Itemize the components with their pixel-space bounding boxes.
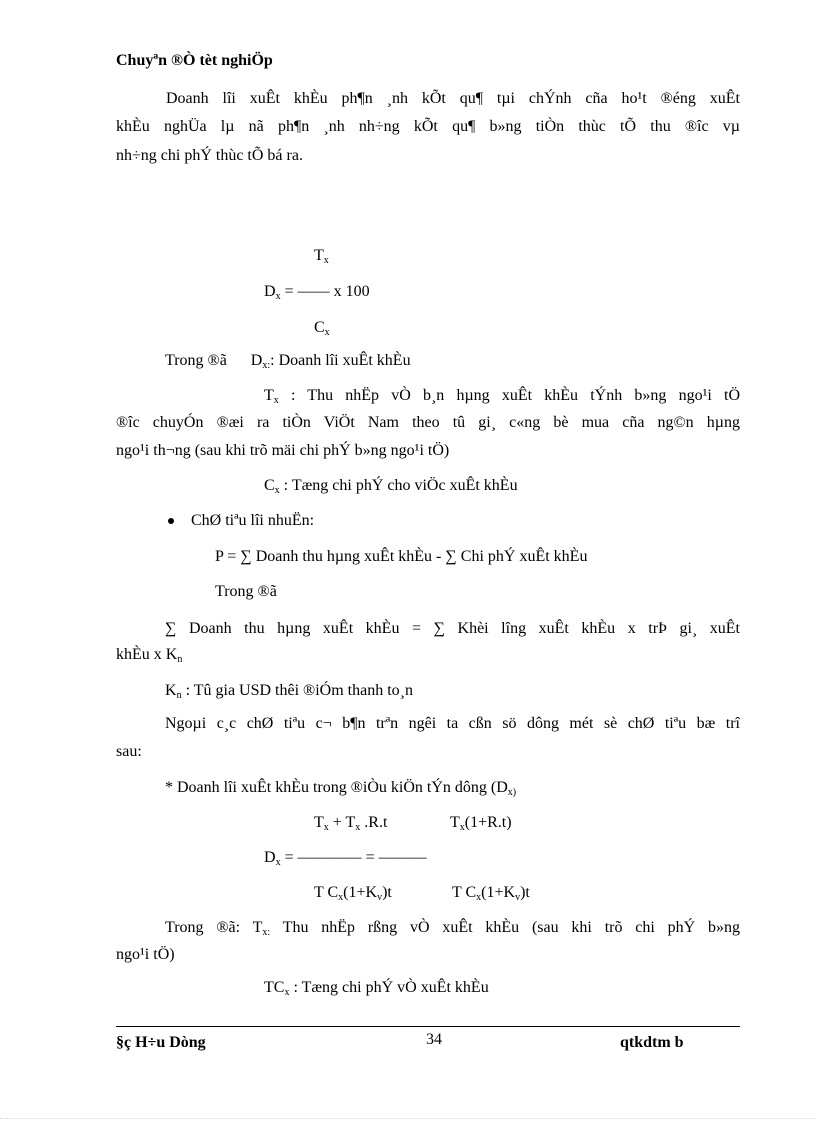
paragraph-line: sau: <box>116 743 142 760</box>
definition-dx: Trong ®ã $D_{x:}$: Doanh lîi xuÊt khÈu <box>165 352 411 371</box>
formula-numerator: $T_x$ <box>314 247 329 266</box>
profit-trong-do: Trong ®ã <box>215 583 277 600</box>
credit-lhs: $D_x$ = ———— = ——— <box>264 849 427 868</box>
paragraph-line: ®îc chuyÓn ®æi ra tiÒn ViÖt Nam theo tû gi¸ c«ng bè mua cña ng©n hµng <box>116 414 740 431</box>
footer-author: §ç H÷u Dòng <box>116 1034 206 1051</box>
paragraph-line: Ngoµi c¸c chØ tiªu c¬ b¶n trªn ngêi ta cßn sö dông mét sè chØ tiªu bæ trî <box>165 715 740 732</box>
paragraph-line: ngo¹i th¬ng (sau khi trõ mäi chi phÝ b»ng ngo¹i tÖ) <box>116 442 450 459</box>
credit-numerator-2: $T_x(1+R.t)$ <box>450 814 512 833</box>
credit-denominator-1: T $C_x(1+K_v)t$ <box>314 884 392 903</box>
formula-denominator: $C_x$ <box>314 319 330 338</box>
credit-numerator-1: $T_x + T_x$ .R.t <box>314 814 388 833</box>
bullet-icon <box>168 518 174 524</box>
paragraph-line: Doanh lîi xuÊt khÈu ph¶n ¸nh kÕt qu¶ tµi chÝnh cña ho¹t ®éng xuÊt <box>166 90 740 107</box>
paragraph-line: ngo¹i tÖ) <box>116 946 175 963</box>
definition-tx-net: Trong ®ã: $T_{x:}$ Thu nhËp rßng vÒ xuÊt khÈu (sau khi trõ chi phÝ b»ng <box>165 919 740 938</box>
definition-tx: $T_x$ : Thu nhËp vÒ b¸n hµng xuÊt khÈu tÝnh b»ng ngo¹i tÖ <box>264 387 740 406</box>
footer-divider <box>116 1026 740 1027</box>
definition-tcx: $TC_x$ : Tæng chi phÝ vÒ xuÊt khÈu <box>264 979 489 998</box>
credit-heading: * Doanh lîi xuÊt khÈu trong ®iÒu kiÖn tÝn dông ($D_{x)}$ <box>165 779 517 798</box>
page-header-title: Chuyªn ®Ò tèt nghiÖp <box>116 52 273 69</box>
paragraph-line: nh÷ng chi phÝ thùc tÕ bá ra. <box>116 147 303 164</box>
credit-denominator-2: T $C_x(1+K_v)t$ <box>452 884 530 903</box>
bullet-item-profit: ChØ tiªu lîi nhuËn: <box>191 512 315 529</box>
definition-kn: $K_n$ : Tû gia USD thêi ®iÓm thanh to¸n <box>165 682 413 701</box>
sum-definition-line: ∑ Doanh thu hµng xuÊt khÈu = ∑ Khèi lîng xuÊt khÈu x trÞ gi¸ xuÊt <box>165 620 740 637</box>
definition-cx: $C_x$ : Tæng chi phÝ cho viÖc xuÊt khÈu <box>264 477 518 496</box>
footer-class-code: qtkdtm b <box>620 1034 684 1051</box>
page-number: 34 <box>426 1031 442 1048</box>
paragraph-line: khÈu nghÜa lµ nã ph¶n ¸nh nh÷ng kÕt qu¶ b»ng tiÒn thùc tÕ thu ®îc vµ <box>116 118 740 135</box>
formula-lhs: $D_x$ = —— x 100 <box>264 283 370 302</box>
sum-definition-line2: khÈu x $K_n$ <box>116 646 183 665</box>
page-bottom-edge <box>0 1118 816 1119</box>
profit-formula: P = ∑ Doanh thu hµng xuÊt khÈu - ∑ Chi phÝ xuÊt khÈu <box>215 548 588 565</box>
